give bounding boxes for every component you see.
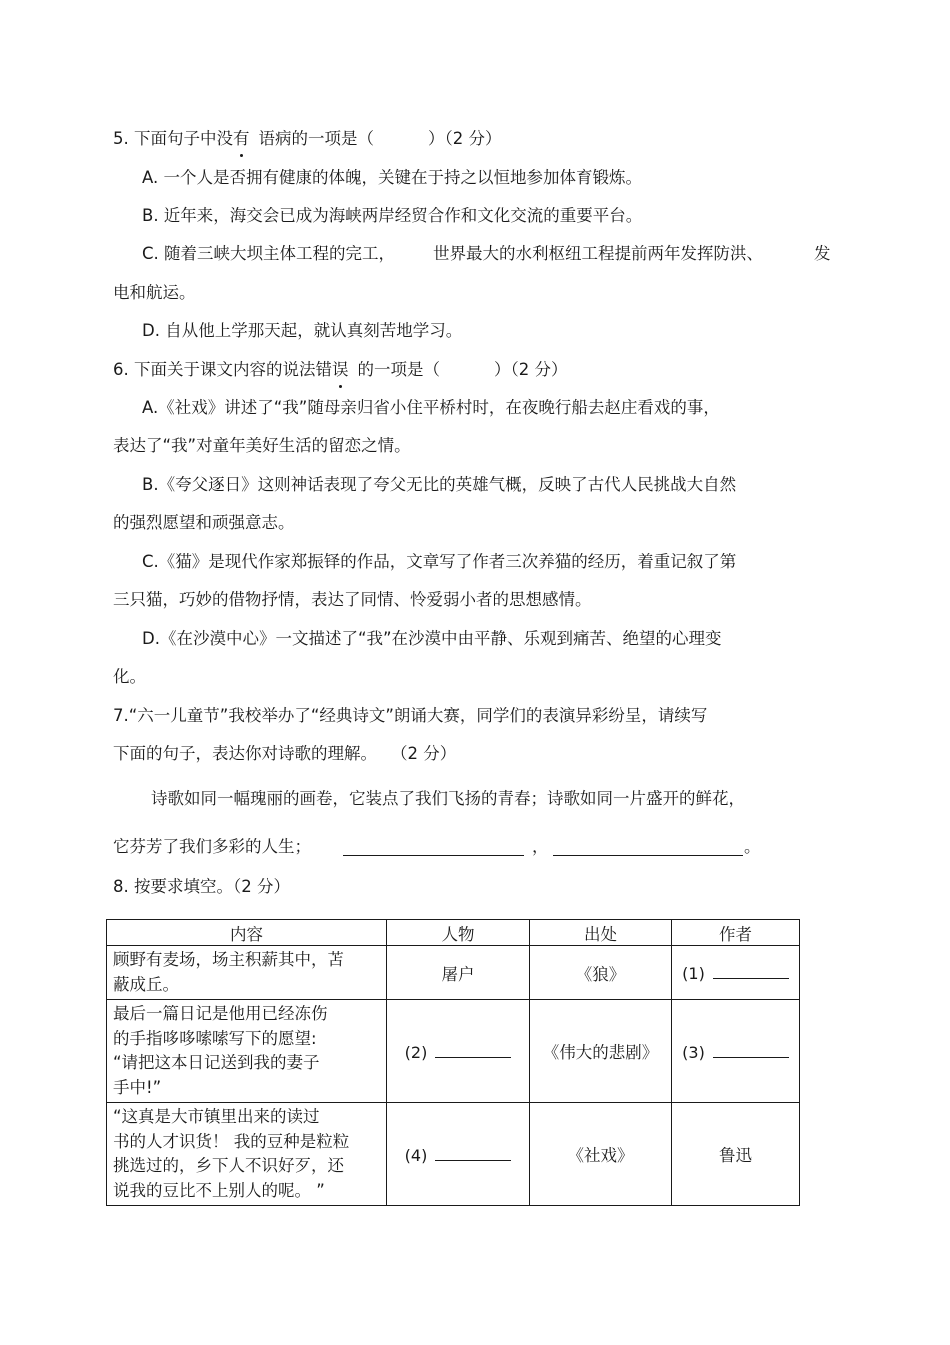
table-header-row	[107, 920, 800, 946]
table-row	[107, 1103, 800, 1206]
table-row	[107, 946, 800, 1000]
q6-option-d-line1: D.《在沙漠中心》一文描述了“我”在沙漠中由平静、乐观到痛苦、绝望的心理变	[142, 629, 722, 648]
q6-option-b-line1: B.《夸父逐日》这则神话表现了夸父无比的英雄气概，反映了古代人民挑战大自然	[142, 475, 737, 494]
q7-answer-blank-2[interactable]	[553, 839, 743, 856]
row3-person-blank[interactable]	[435, 1144, 511, 1161]
q6-option-c-line2: 三只猫，巧妙的借物抒情，表达了同情、怜爱弱小者的思想感情。	[113, 590, 592, 609]
row3-content-line4: 说我的豆比不上别人的呢。 ”	[113, 1180, 325, 1200]
q8-fill-table	[106, 919, 800, 1206]
row1-content	[107, 946, 387, 1000]
row2-person-label: (2)	[404, 1042, 428, 1062]
row2-content	[107, 1000, 387, 1103]
row2-author-label: (3)	[682, 1042, 705, 1062]
q7-passage-line2	[113, 836, 311, 858]
q6-option-a-line2: 表达了“我”对童年美好生活的留恋之情。	[113, 436, 411, 455]
q5-option-c-part1: C. 随着三峡大坝主体工程的完工，	[142, 244, 396, 263]
q5-option-c-line2: 电和航运。	[113, 283, 196, 302]
row1-person: 屠户	[387, 946, 530, 1000]
row1-source: 《狼》	[530, 946, 672, 1000]
q6-option-c-line1: C.《猫》是现代作家郑振铎的作品，文章写了作者三次养猫的经历，着重记叙了第	[142, 552, 737, 571]
q5-option-c-part2: 世界最大的水利枢纽工程提前两年发挥防洪、	[433, 244, 763, 263]
row2-content-line1: 最后一篇日记是他用已经冻伤	[113, 1004, 328, 1023]
q8-stem: 8. 按要求填空。（2 分）	[113, 877, 290, 896]
q5-option-a: A. 一个人是否拥有健康的体魄，关键在于持之以恒地参加体育锻炼。	[142, 168, 642, 187]
q5-stem-part1: 5. 下面句子中没	[113, 129, 233, 148]
q6-option-a-line1: A.《社戏》讲述了“我”随母亲归省小住平桥村时，在夜晚行船去赵庄看戏的事，	[142, 398, 720, 417]
row2-content-line4: 手中!”	[113, 1077, 162, 1097]
row2-person-blank[interactable]	[435, 1041, 511, 1058]
q7-answer-blank-1[interactable]	[343, 839, 524, 856]
row3-person-label: (4)	[404, 1145, 428, 1165]
row2-content-line2: 的手指哆哆嗦嗦写下的愿望:	[113, 1028, 317, 1048]
row3-person	[387, 1103, 530, 1206]
q5-emphasis-char: 有	[233, 129, 250, 148]
row1-author-blank[interactable]	[713, 962, 789, 979]
q5-stem	[113, 128, 502, 150]
q6-stem	[113, 359, 568, 381]
q6-stem-part1: 6. 下面关于课文内容的说法错	[113, 360, 332, 379]
row2-author	[672, 1000, 800, 1103]
q5-option-b: B. 近年来，海交会已成为海峡两岸经贸合作和文化交流的重要平台。	[142, 206, 643, 225]
q5-option-d: D. 自从他上学那天起，就认真刻苦地学习。	[142, 321, 463, 340]
q5-stem-part2: 语病的一项是（	[258, 129, 374, 148]
q6-option-d-line2: 化。	[113, 667, 146, 686]
q7-passage-text: 它芬芳了我们多彩的人生；	[113, 837, 311, 856]
q6-stem-part3: ）（2 分）	[494, 360, 568, 379]
q7-stem-text: 下面的句子，表达你对诗歌的理解。	[113, 744, 377, 763]
q7-passage-line1: 诗歌如同一幅瑰丽的画卷，它装点了我们飞扬的青春；诗歌如同一片盛开的鲜花，	[151, 789, 745, 808]
q5-stem-part3: ）（2 分）	[428, 129, 502, 148]
row2-person	[387, 1000, 530, 1103]
q7-period: 。	[744, 837, 761, 856]
q6-emphasis-char: 误	[332, 360, 349, 379]
q7-comma: ，	[532, 837, 549, 856]
q7-stem-line2	[113, 743, 456, 765]
q6-option-b-line2: 的强烈愿望和顽强意志。	[113, 513, 295, 532]
table-row	[107, 1000, 800, 1103]
q7-score: （2 分）	[391, 744, 457, 763]
row1-content-line1: 顾野有麦场，场主积薪其中，苫	[113, 950, 344, 969]
row1-author	[672, 946, 800, 1000]
q5-option-c-line1	[142, 243, 395, 265]
row3-content-line3: 挑选过的，乡下人不识好歹，还	[113, 1156, 344, 1175]
header-source: 出处	[530, 920, 672, 946]
header-person: 人物	[387, 920, 530, 946]
row3-source: 《社戏》	[530, 1103, 672, 1206]
row1-author-label: (1)	[682, 964, 705, 983]
q6-stem-part2: 的一项是（	[357, 360, 440, 379]
q7-stem-line1: 7.“六一儿童节”我校举办了“经典诗文”朗诵大赛，同学们的表演异彩纷呈，请续写	[113, 706, 708, 725]
row2-content-line3: “请把这本日记送到我的妻子	[113, 1053, 320, 1072]
row1-content-line2: 蔽成丘。	[113, 974, 179, 994]
row3-author: 鲁迅	[672, 1103, 800, 1206]
header-author: 作者	[672, 920, 800, 946]
header-content: 内容	[107, 920, 387, 946]
row3-content	[107, 1103, 387, 1206]
row3-content-line2: 书的人才识货！ 我的豆种是粒粒	[113, 1131, 350, 1151]
row3-content-line1: “这真是大市镇里出来的读过	[113, 1107, 320, 1126]
q5-option-c-part3: 发	[814, 244, 831, 263]
row2-source: 《伟大的悲剧》	[530, 1000, 672, 1103]
row2-author-blank[interactable]	[713, 1041, 789, 1058]
